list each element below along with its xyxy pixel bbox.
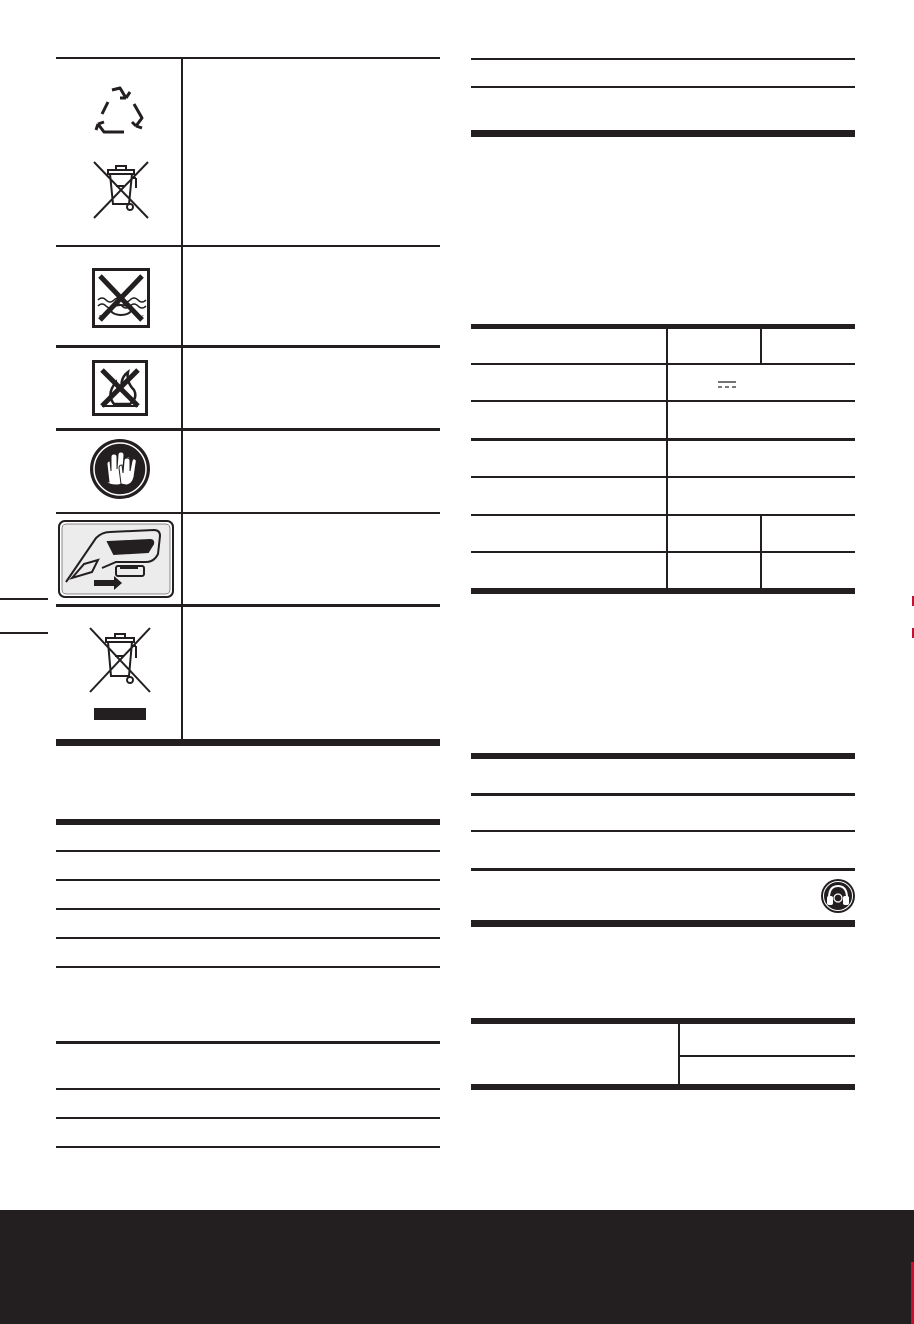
wear-gloves-icon xyxy=(89,438,151,500)
svg-text:≈: ≈ xyxy=(136,312,145,323)
symbol-row-rule xyxy=(56,604,440,607)
table-row-rule xyxy=(471,363,855,365)
footer-band xyxy=(0,1210,914,1324)
table-row-rule xyxy=(56,1041,440,1044)
left-edge-tab-mark xyxy=(0,632,48,634)
table-bottom-rule xyxy=(471,1084,855,1090)
table-bottom-rule xyxy=(56,1146,440,1148)
table-top-rule xyxy=(471,324,855,329)
battery-insertion-icon xyxy=(58,520,174,598)
no-water-immersion-icon xyxy=(92,268,150,328)
wear-ear-protection-icon xyxy=(820,878,856,914)
table-row-rule xyxy=(56,1117,440,1119)
crossed-out-wheelie-bin-icon xyxy=(92,160,150,220)
symbol-row-rule xyxy=(56,245,440,247)
table-row-rule xyxy=(56,908,440,910)
table-top-rule xyxy=(471,1018,855,1024)
table-row-rule xyxy=(56,966,440,968)
table-row-rule xyxy=(471,868,855,871)
left-edge-tab-mark xyxy=(0,598,48,600)
symbol-table-bottom-rule xyxy=(56,739,440,746)
table-top-rule xyxy=(56,819,440,825)
table-row-rule xyxy=(680,1055,855,1057)
symbol-row-rule xyxy=(56,345,440,348)
svg-text:≈: ≈ xyxy=(98,312,107,323)
table-row-rule xyxy=(56,879,440,881)
column-divider xyxy=(760,514,762,594)
table-row-rule xyxy=(471,551,855,553)
table-row-rule xyxy=(471,793,855,796)
crossed-out-wheelie-bin-with-bar-icon xyxy=(88,626,152,722)
table-row-rule xyxy=(471,86,855,88)
table-row-rule xyxy=(471,830,855,832)
table-top-rule xyxy=(471,753,855,759)
symbol-row-rule xyxy=(56,512,440,514)
table-row-rule xyxy=(471,400,855,402)
table-bottom-rule xyxy=(471,130,855,137)
table-top-rule xyxy=(471,58,855,60)
table-row-rule xyxy=(56,1088,440,1090)
table-row-rule xyxy=(56,850,440,852)
recycle-icon xyxy=(90,84,148,138)
symbol-table-top-rule xyxy=(56,57,440,59)
table-row-rule xyxy=(471,514,855,516)
column-divider xyxy=(760,324,762,364)
direct-current-symbol xyxy=(717,380,737,390)
no-fire-icon xyxy=(92,360,148,416)
table-bottom-rule xyxy=(471,920,855,927)
table-row-rule xyxy=(56,937,440,939)
symbol-table-divider xyxy=(181,57,183,741)
table-row-rule xyxy=(471,438,855,441)
column-divider xyxy=(666,324,668,594)
table-row-rule xyxy=(471,476,855,478)
symbol-row-rule xyxy=(56,428,440,431)
table-bottom-rule xyxy=(471,588,855,594)
column-divider xyxy=(678,1018,680,1090)
